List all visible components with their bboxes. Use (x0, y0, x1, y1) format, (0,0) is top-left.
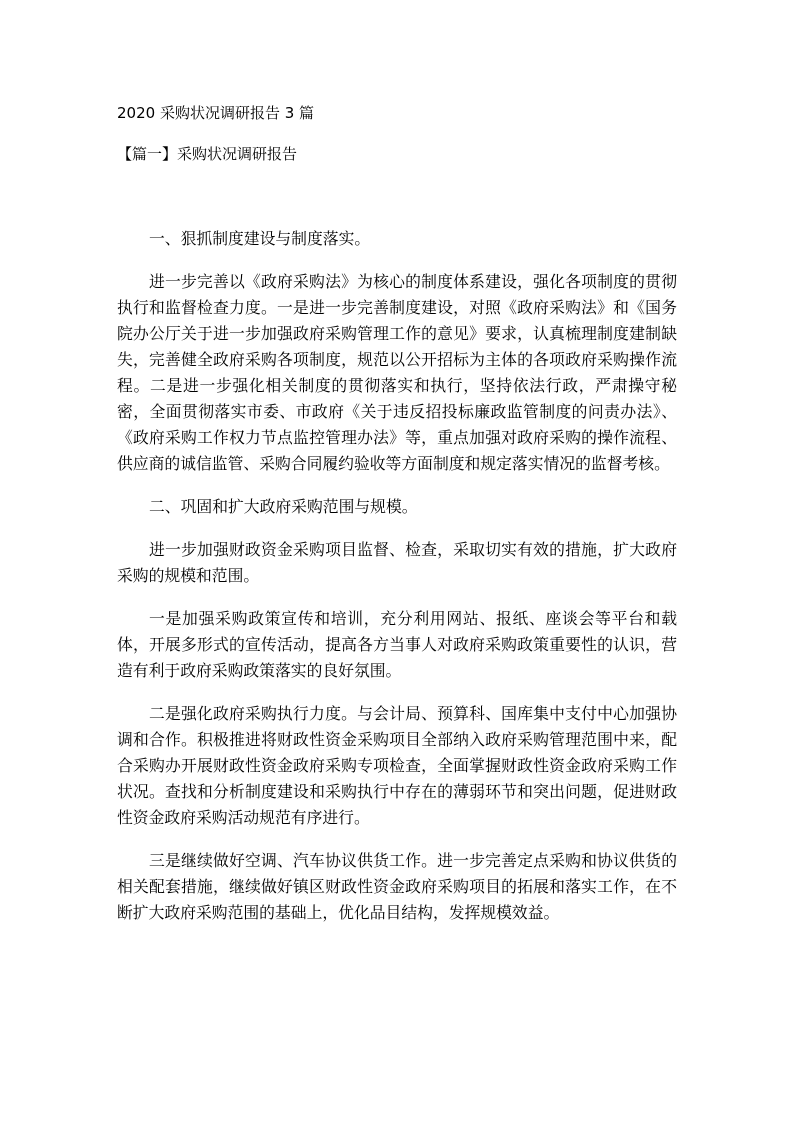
document-body (117, 226, 677, 943)
paragraph-execution-strength: 二是强化政府采购执行力度。与会计局、预算科、国库集中支付中心加强协调和合作。积极推进将财政性资金采购项目全部纳入政府采购管理范围中来，配合采购办开展财政性资金政府采购专项检查，全面掌握财政性资金政府采购工作状况。查找和分析制度建设和采购执行中存在的薄弱环节和突出问题，促进财政性资金政府采购活动规范有序进行。 (117, 704, 677, 827)
paragraph-policy-promotion: 一是加强采购政策宣传和培训，充分利用网站、报纸、座谈会等平台和载体，开展多形式的宣传活动，提高各方当事人对政府采购政策重要性的认识，营造有利于政府采购政策落实的良好氛围。 (117, 609, 677, 680)
document-title: 2020 采购状况调研报告 3 篇 (117, 104, 315, 122)
heading-one: 一、狠抓制度建设与制度落实。 (149, 229, 371, 248)
paragraph-agreement-supply: 三是继续做好空调、汽车协议供货工作。进一步完善定点采购和协议供货的相关配套措施，继续做好镇区财政性资金政府采购项目的拓展和落实工作，在不断扩大政府采购范围的基础上，优化品目结构，发挥规模效益。 (117, 851, 677, 922)
paragraph-expand-scope: 进一步加强财政资金采购项目监督、检查，采取切实有效的措施，扩大政府采购的规模和范围。 (117, 540, 677, 585)
paragraph-system-building: 进一步完善以《政府采购法》为核心的制度体系建设，强化各项制度的贯彻执行和监督检查力度。一是进一步完善制度建设，对照《政府采购法》和《国务院办公厅关于进一步加强政府采购管理工作的意见》要求，认真梳理制度建制缺失，完善健全政府采购各项制度，规范以公开招标为主体的各项政府采购操作流程。二是进一步强化相关制度的贯彻落实和执行，坚持依法行政，严肃操守秘密，全面贯彻落实市委、市政府《关于违反招投标廉政监管制度的问责办法》、《政府采购工作权力节点监控管理办法》等，重点加强对政府采购的操作流程、供应商的诚信监管、采购合同履约验收等方面制度和规定落实情况的监督考核。 (117, 272, 677, 473)
section-title: 【篇一】采购状况调研报告 (117, 145, 298, 163)
heading-two: 二、巩固和扩大政府采购范围与规模。 (149, 497, 418, 516)
